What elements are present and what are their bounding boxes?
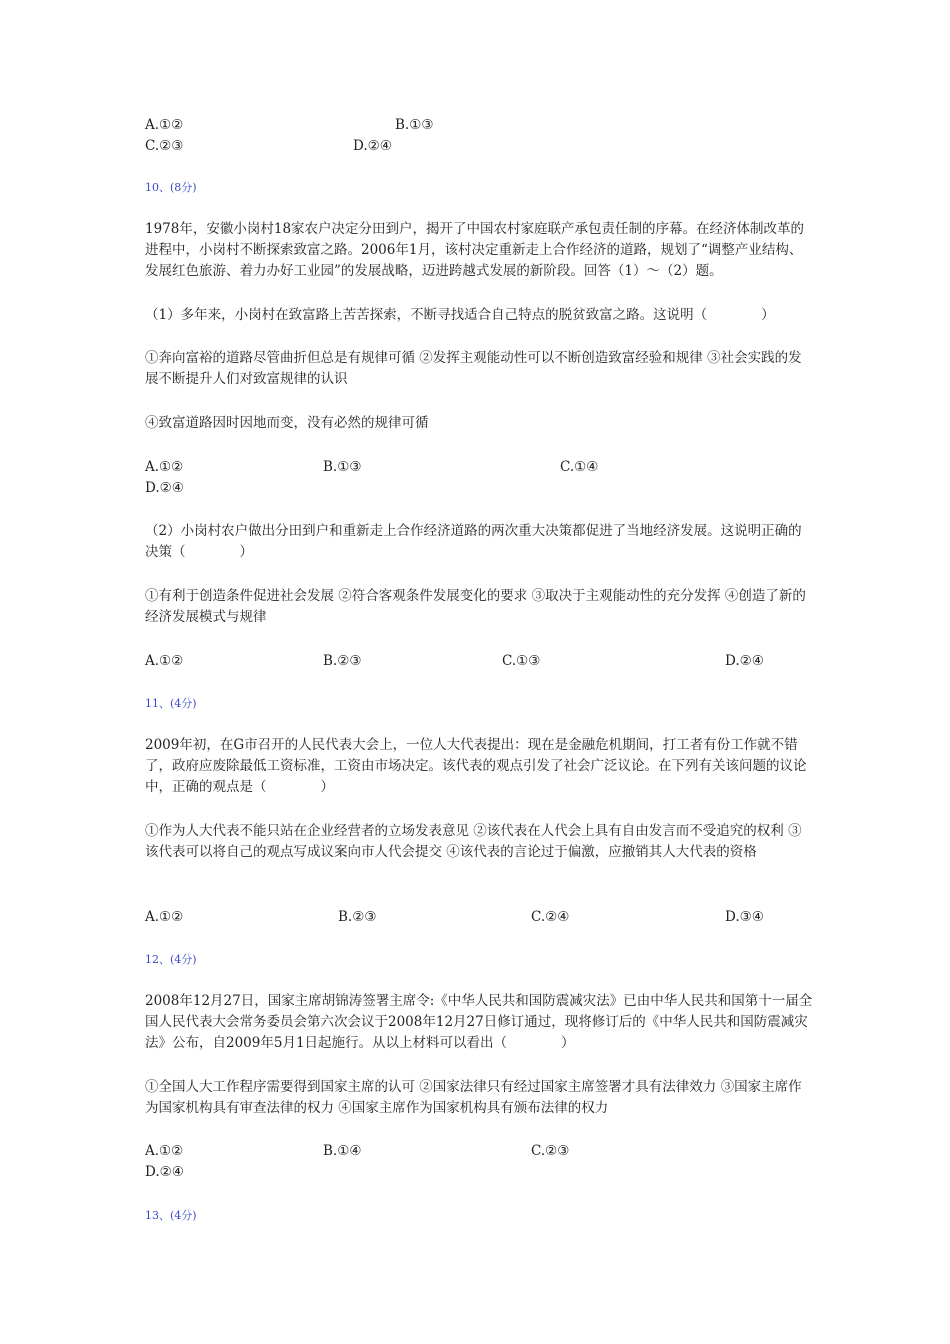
- q12-statements: ①全国人大工作程序需要得到国家主席的认可 ②国家法律只有经过国家主席签署才具有法律效力 ③国家主席作为国家机构具有审查法律的权力 ④国家主席作为国家机构具有颁布法律的权力: [145, 1079, 802, 1116]
- q11-option-a: A.①②: [145, 909, 184, 925]
- q10-sub2-option-b: B.②③: [323, 653, 362, 669]
- q12-option-b: B.①④: [323, 1143, 362, 1159]
- q9-option-d: D.②④: [353, 138, 392, 154]
- q12-header: 12、(4分): [145, 953, 197, 966]
- q12-option-c: C.②③: [531, 1143, 570, 1159]
- q11-header: 11、(4分): [145, 697, 197, 710]
- q10-sub1-option-b: B.①③: [323, 459, 362, 475]
- q9-option-c: C.②③: [145, 138, 184, 154]
- q10-sub1-option-c: C.①④: [560, 459, 599, 475]
- q11-option-d: D.③④: [725, 909, 764, 925]
- q11-material: 2009年初，在G市召开的人民代表大会上，一位人大代表提出：现在是金融危机期间，打工者有份工作就不错了，政府应废除最低工资标准，工资由市场决定。该代表的观点引发了社会广泛议论。在下列有关该问题的议论中，正确的观点是（ ）: [145, 737, 807, 795]
- q10-material: 1978年，安徽小岗村18家农户决定分田到户，揭开了中国农村家庭联产承包责任制的序幕。在经济体制改革的进程中，小岗村不断探索致富之路。2006年1月，该村决定重新走上合作经济的道路，规划了“调整产业结构、发展红色旅游、着力办好工业园”的发展战略，迈进跨越式发展的新阶段。回答（1）～（2）题。: [145, 221, 805, 279]
- q10-sub1-option-d: D.②④: [145, 480, 184, 496]
- q9-option-a: A.①②: [145, 117, 184, 133]
- q12-option-d: D.②④: [145, 1164, 184, 1180]
- q10-sub1-option-a: A.①②: [145, 459, 184, 475]
- q10-sub2-option-c: C.①③: [502, 653, 541, 669]
- q10-header: 10、(8分): [145, 181, 197, 194]
- q10-sub2-option-d: D.②④: [725, 653, 764, 669]
- q11-statements: ①作为人大代表不能只站在企业经营者的立场发表意见 ②该代表在人代会上具有自由发言而不受追究的权利 ③该代表可以将自己的观点写成议案向市人代会提交 ④该代表的言论过于偏激，应撤销其人大代表的资格: [145, 823, 802, 860]
- q9-option-b: B.①③: [395, 117, 434, 133]
- q12-material: 2008年12月27日，国家主席胡锦涛签署主席令:《中华人民共和国防震减灾法》已由中华人民共和国第十一届全国人民代表大会常务委员会第六次会议于2008年12月27日修订通过，现将修订后的《中华人民共和国防震减灾法》公布，自2009年5月1日起施行。从以上材料可以看出（ ）: [145, 993, 813, 1051]
- q10-sub1-stem: （1）多年来，小岗村在致富路上苦苦探索，不断寻找适合自己特点的脱贫致富之路。这说明（ ）: [145, 307, 775, 323]
- q11-option-c: C.②④: [531, 909, 570, 925]
- q10-sub2-statements: ①有利于创造条件促进社会发展 ②符合客观条件发展变化的要求 ③取决于主观能动性的充分发挥 ④创造了新的经济发展模式与规律: [145, 588, 806, 625]
- q10-sub1-statements: ①奔向富裕的道路尽管曲折但总是有规律可循 ②发挥主观能动性可以不断创造致富经验和规律 ③社会实践的发展不断提升人们对致富规律的认识: [145, 350, 802, 387]
- q10-sub2-option-a: A.①②: [145, 653, 184, 669]
- q10-sub1-statement-4: ④致富道路因时因地而变，没有必然的规律可循: [145, 415, 429, 431]
- q13-header: 13、(4分): [145, 1209, 197, 1222]
- q11-option-b: B.②③: [338, 909, 377, 925]
- q12-option-a: A.①②: [145, 1143, 184, 1159]
- q10-sub2-stem: （2）小岗村农户做出分田到户和重新走上合作经济道路的两次重大决策都促进了当地经济发展。这说明正确的决策（ ）: [145, 523, 802, 560]
